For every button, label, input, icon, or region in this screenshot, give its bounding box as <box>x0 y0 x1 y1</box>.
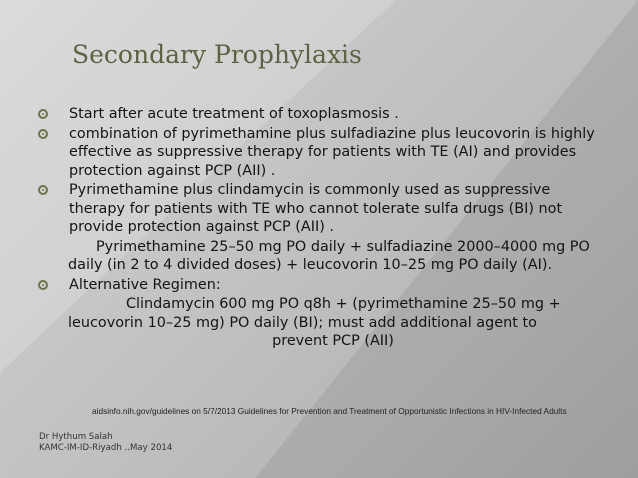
bullet-item <box>38 125 598 181</box>
circle-dot-bullet-icon <box>38 280 48 290</box>
bullet-text: Pyrimethamine plus clindamycin is commonly used as suppressive therapy for patients with TE who cannot tolerate sulfa drugs (BI) not provide protection against PCP (AII) . <box>69 182 563 235</box>
alternative-regimen <box>38 295 598 351</box>
affiliation-text: KAMC-IM-ID-Riyadh ..May 2014 <box>39 443 173 453</box>
slide-footer <box>39 432 172 454</box>
author-name: Dr Hythum Salah <box>39 432 113 442</box>
bullet-text: Start after acute treatment of toxoplasmosis . <box>69 106 399 122</box>
circle-dot-bullet-icon <box>38 109 48 119</box>
bullet-item <box>38 276 598 295</box>
bullet-text: combination of pyrimethamine plus sulfadiazine plus leucovorin is highly effective as suppressive therapy for patients with TE (AI) and provides protection against PCP (AII) . <box>69 125 595 179</box>
alternative-regimen-label: Alternative Regimen: <box>69 276 221 293</box>
slide-body <box>38 105 598 351</box>
alternative-regimen-tail: prevent PCP (AII) <box>272 333 394 349</box>
slide-title: Secondary Prophylaxis <box>72 40 362 69</box>
bullet-item <box>38 105 598 124</box>
alternative-regimen-text: Clindamycin 600 mg PO q8h + (pyrimethamine 25–50 mg + leucovorin 10–25 mg) PO daily (BI); must add additional agent to <box>68 296 561 331</box>
circle-dot-bullet-icon <box>38 129 48 139</box>
circle-dot-bullet-icon <box>38 185 48 195</box>
primary-regimen-text: Pyrimethamine 25–50 mg PO daily + sulfadiazine 2000–4000 mg PO daily (in 2 to 4 divided doses) + leucovorin 10–25 mg PO daily (AI). <box>68 238 590 273</box>
bullet-item <box>38 181 598 237</box>
citation-text: aidsinfo.nih.gov/guidelines on 5/7/2013 Guidelines for Prevention and Treatment of Opportunistic Infections in HIV-Infected Adults <box>92 406 567 416</box>
